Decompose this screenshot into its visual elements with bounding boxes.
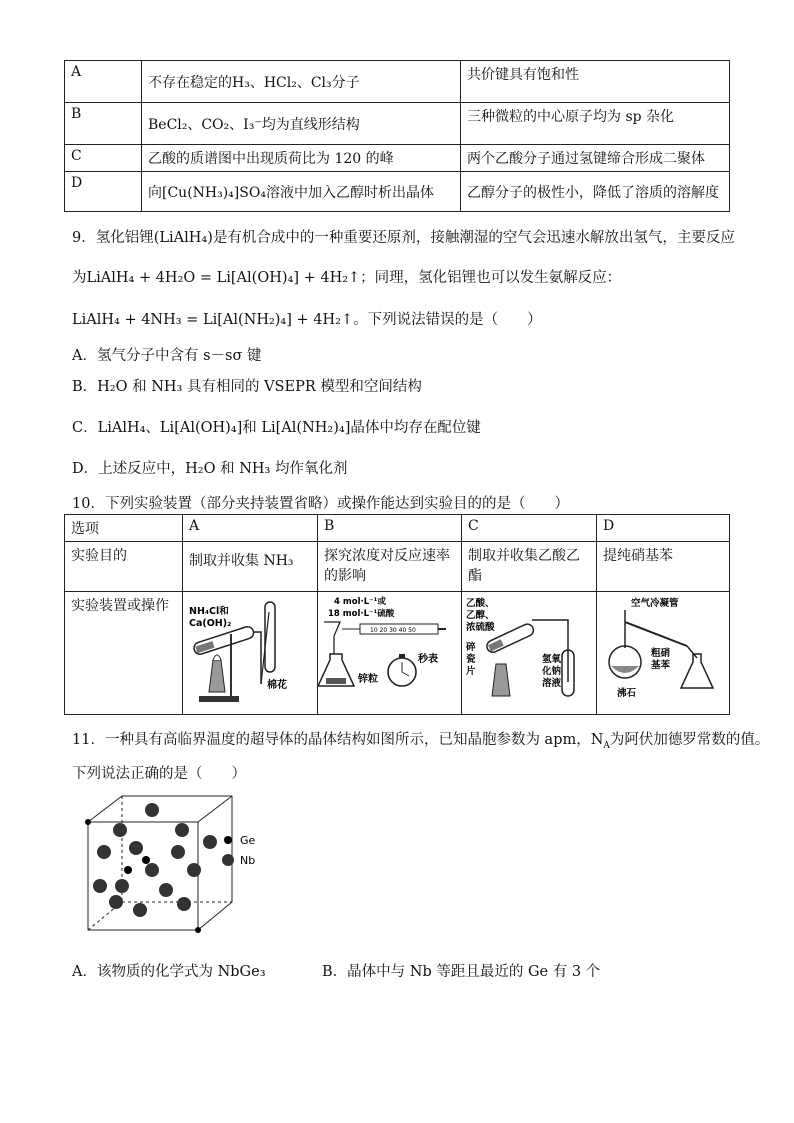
- q8-table: [64, 60, 730, 212]
- label-chip-2: 瓷: [466, 654, 476, 665]
- q11-option-a: A．该物质的化学式为 NbGe₃: [72, 964, 266, 980]
- q10-header-a: A: [183, 515, 318, 542]
- label-chip-1: 碎: [466, 642, 476, 653]
- q10-header-b: B: [318, 515, 462, 542]
- label-acid-2: 18 mol·L⁻¹硫酸: [328, 609, 395, 619]
- label-reagent-c1: 乙酸、: [466, 598, 495, 609]
- label-caoh2: Ca(OH)₂: [189, 618, 232, 629]
- label-condenser: 空气冷凝管: [631, 598, 679, 609]
- q11-line1-tail: 为阿伏加德罗常数的值。: [609, 732, 770, 748]
- q9-line1: 9．氢化铝锂(LiAlH₄)是有机合成中的一种重要还原剂，接触潮湿的空气会迅速水解放出氢气，主要反应: [72, 230, 735, 246]
- q10-purpose-c: 制取并收集乙酸乙酯: [462, 542, 597, 592]
- q11-line2: 下列说法正确的是（ ）: [72, 766, 246, 782]
- q10-apparatus-label: 实验装置或操作: [65, 592, 183, 715]
- q10-apparatus-b: [318, 592, 462, 715]
- q11-line1-text: 11．一种具有高临界温度的超导体的晶体结构如图所示，已知晶胞参数为 apm，N: [72, 732, 604, 748]
- q11-na-subscript: A: [603, 740, 610, 751]
- q10-table: [64, 514, 730, 715]
- label-boiling-stone: 沸石: [617, 688, 637, 699]
- label-naoh-3: 溶液: [542, 678, 562, 689]
- q8-right-d: 乙醇分子的极性小，降低了溶质的溶解度: [461, 172, 730, 212]
- q10-purpose-d: 提纯硝基苯: [597, 542, 730, 592]
- legend-ge: Ge: [240, 834, 256, 847]
- label-stopwatch: 秒表: [418, 654, 438, 665]
- ester-apparatus-figure: [462, 592, 584, 710]
- legend-nb: Nb: [240, 854, 256, 867]
- q10-header-d: D: [597, 515, 730, 542]
- q10-apparatus-c: [462, 592, 597, 715]
- q10-apparatus-a: [183, 592, 318, 715]
- label-crude-2: 基苯: [651, 660, 671, 671]
- label-naoh-1: 氢氧: [542, 654, 562, 665]
- label-reagent-c3: 浓硫酸: [466, 622, 495, 633]
- q8-left-d: 向[Cu(NH₃)₄]SO₄溶液中加入乙醇时析出晶体: [142, 172, 461, 212]
- nh3-apparatus-figure: [183, 592, 305, 710]
- crystal-structure-figure: [82, 790, 282, 938]
- rate-apparatus-figure: [318, 592, 449, 710]
- q9-option-a: A．氢气分子中含有 s－sσ 键: [72, 348, 262, 364]
- label-cotton: 棉花: [267, 680, 287, 691]
- q10-purpose-a: 制取并收集 NH₃: [183, 542, 318, 592]
- q10-stem: 10．下列实验装置（部分夹持装置省略）或操作能达到实验目的的是（ ）: [72, 496, 569, 512]
- q9-option-c: C．LiAlH₄、Li[Al(OH)₄]和 Li[Al(NH₂)₄]晶体中均存在配位键: [72, 420, 481, 436]
- q10-header-option: 选项: [65, 515, 183, 542]
- q8-left-b: BeCl₂、CO₂、I₃⁻均为直线形结构: [142, 103, 461, 145]
- q9-option-d: D．上述反应中，H₂O 和 NH₃ 均作氧化剂: [72, 461, 348, 477]
- q10-purpose-label: 实验目的: [65, 542, 183, 592]
- q10-apparatus-d: [597, 592, 730, 715]
- distill-apparatus-figure: [597, 592, 727, 710]
- label-chip-3: 片: [466, 666, 476, 677]
- q9-line2: 为LiAlH₄ + 4H₂O = Li[Al(OH)₄] + 4H₂↑；同理，氢化铝锂也可以发生氨解反应：: [72, 270, 622, 286]
- label-syringe-scale: 10 20 30 40 50: [370, 627, 416, 634]
- label-acid-1: 4 mol·L⁻¹或: [334, 597, 386, 607]
- q11-line1: [72, 728, 769, 751]
- label-zinc: 锌粒: [358, 674, 378, 685]
- q8-right-b: 三种微粒的中心原子均为 sp 杂化: [461, 103, 730, 145]
- q8-left-a: 不存在稳定的H₃、HCl₂、Cl₃分子: [142, 61, 461, 103]
- q9-option-b: B．H₂O 和 NH₃ 具有相同的 VSEPR 模型和空间结构: [72, 379, 422, 395]
- label-nh4cl: NH₄Cl和: [189, 606, 229, 617]
- label-reagent-c2: 乙醇、: [466, 610, 495, 621]
- q9-line3: LiAlH₄ + 4NH₃ = Li[Al(NH₂)₄] + 4H₂↑。下列说法错误的是（ ）: [72, 312, 542, 328]
- q8-key-a: A: [65, 61, 142, 103]
- q10-purpose-b: 探究浓度对反应速率的影响: [318, 542, 462, 592]
- nb-legend-icon: [222, 854, 234, 866]
- label-naoh-2: 化钠: [542, 666, 562, 677]
- q10-header-c: C: [462, 515, 597, 542]
- label-crude-1: 粗硝: [651, 648, 671, 659]
- ge-legend-icon: [224, 836, 232, 844]
- q8-right-c: 两个乙酸分子通过氢键缔合形成二聚体: [461, 145, 730, 172]
- q8-key-b: B: [65, 103, 142, 145]
- q8-left-c: 乙酸的质谱图中出现质荷比为 120 的峰: [142, 145, 461, 172]
- q11-option-b: B．晶体中与 Nb 等距且最近的 Ge 有 3 个: [322, 964, 601, 980]
- q8-key-d: D: [65, 172, 142, 212]
- q8-right-a: 共价键具有饱和性: [461, 61, 730, 103]
- q8-key-c: C: [65, 145, 142, 172]
